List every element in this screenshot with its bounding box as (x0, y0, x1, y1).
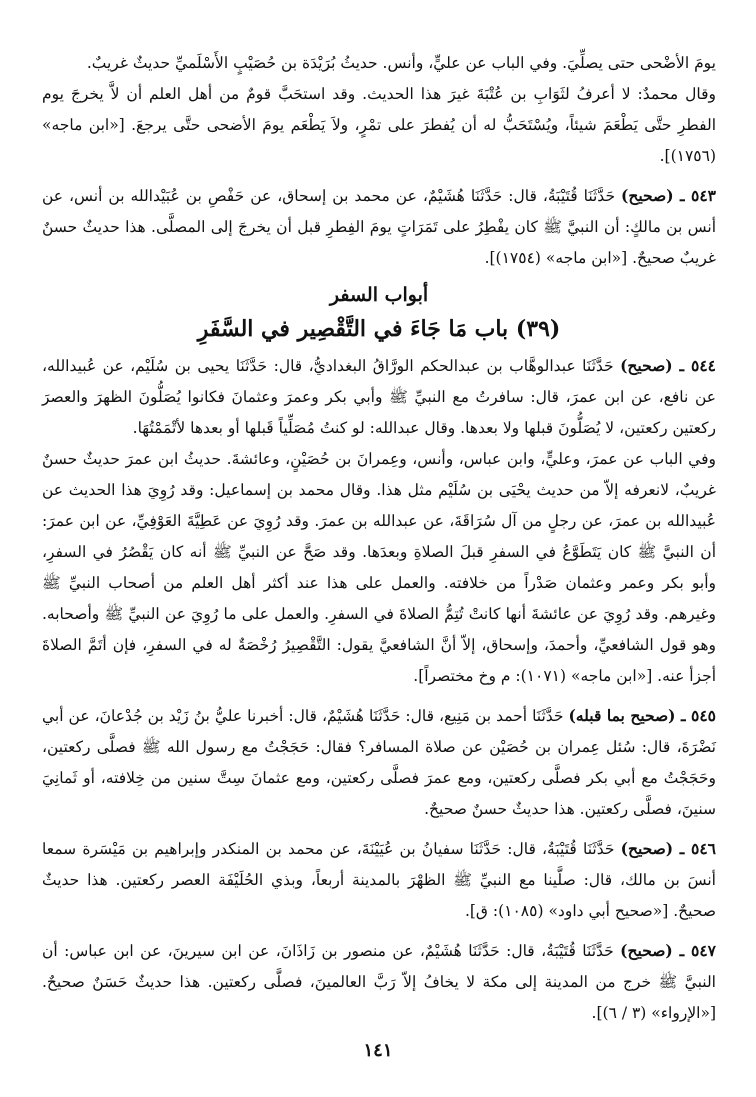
hadith-544-text: حَدَّثَنَا عبدالوهَّاب بن عبدالحكم الورَّاقُ البغداديُّ، قال: حَدَّثَنَا يحيى بن سُلَيْم، عن عُبيدالله، عن نافع، عن ابن عمرَ، قال: سافرتُ مع النبيِّ ﷺ وأبي بكر وعمرَ وعثمانَ فكانوا يُصَلُّونَ الظهرَ والعصرَ ركعتين ركعتين، لا يُصَلُّونَ قبلها ولا بعدها. وقال عبدالله: لو كنتُ مُصَلِّياً قَبلها أو بعدها لأتْمَمْتُهَا. (42, 357, 716, 437)
hadith-543 (42, 180, 716, 274)
hadith-547 (42, 935, 716, 1029)
hadith-546-text: حَدَّثَنَا قُتَيْبَةُ، قال: حَدَّثَنَا سفيانُ بن عُيَيْنَةَ، عن محمد بن المنكدر وإبراهيم بن مَيْسَرة سمعا أنسَ بن مالك، قال: صلَّينا مع النبيِّ ﷺ الظهْرَ بالمدينة أربعاً، وبذي الحُلَيْفَة العصر ركعتين. هذا حديثٌ صحيحٌ. [«صحيح أبي داود» (١٠٨٥): ق]. (42, 840, 716, 920)
hadith-545 (42, 700, 716, 825)
paragraph-continuation-2: وقال محمدٌ: لا أعرفُ لثَوَابِ بن عُتْبَةَ غيرَ هذا الحديث. وقد استحَبَّ قومٌ من أهل العلم أن لاَّ يخرجَ يوم الفطرِ حتَّى يَطْعَمَ شيئاً، ويُسْتَحَبُّ له أن يُفطرَ على تمْرٍ، ولاَ يَطْعَم يومَ الأضحى حتَّى يرجعَ. [«ابن ماجه» (١٧٥٦)]. (42, 85, 716, 165)
hadith-543-text: حَدَّثَنَا قُتَيْبَةُ، قال: حَدَّثَنَا هُشَيْمٌ، عن محمد بن إسحاق، عن حَفْصِ بن عُبَيْدالله بن أنس، عن أنس بن مالكٍ: أن النبيَّ ﷺ كان يفْطِرُ على تَمَرَاتٍ يومَ الفِطرِ قبل أن يخرجَ إلى المصلَّى. هذا حديثٌ حسنٌ غريبٌ صحيحٌ. [«ابن ماجه» (١٧٥٤)]. (42, 187, 716, 267)
paragraph-continuation-1: يومَ الأضْحى حتى يصلِّيَ. وفي الباب عن عليٍّ، وأنس. حديثُ بُرَيْدَة بن حُصَيْبٍ الأَسْلَميِّ حديثٌ غريبٌ. (86, 54, 716, 72)
hadith-543-grade: ٥٤٣ ـ (صحيح) (621, 186, 716, 205)
hadith-546-grade: ٥٤٦ ـ (صحيح) (620, 839, 716, 858)
hadith-544 (42, 350, 716, 444)
hadith-544-grade: ٥٤٤ ـ (صحيح) (620, 356, 716, 375)
section-title: أبواب السفر (329, 284, 429, 306)
hadith-546 (42, 833, 716, 927)
hadith-547-text: حَدَّثَنَا قُتَيْبَةُ، قال: حَدَّثَنَا هُشَيْمٌ، عن منصور بن زَاذَانَ، عن ابن سيرينَ، عن ابن عباس: أن النبيَّ ﷺ خرج من المدينة إلى مكة لا يخافُ إلاّ رَبَّ العالمينَ، فصلَّى ركعتين. هذا حديثٌ حَسَنٌ صحيحٌ. [«الإرواء» (٣ / ٦)]. (42, 942, 716, 1022)
chapter-title: (٣٩) باب مَا جَاءَ في التَّقْصِير في السَّفَرِ (197, 316, 561, 342)
hadith-547-grade: ٥٤٧ ـ (صحيح) (620, 941, 716, 960)
hadith-545-text: حَدَّثَنَا أحمد بن مَنِيع، قال: حَدَّثَنَا هُشَيْمٌ، قال: أخبرنا عليُّ بنُ زَيْد بن جُدْعانَ، عن أبي نَضْرَةَ، قال: سُئل عِمران بن حُصَيْن عن صلاة المسافر؟ فقال: حَجَجْتُ مع رسول الله ﷺ فصلَّى ركعتين، وحَجَجْتُ مع أبي بكر فصلَّى ركعتين، ومع عمرَ فصلَّى ركعتين، ومع عثمانَ سِتَّ سنين من خِلافته، أو ثَمانِيَ سنينَ، فصلَّى ركعتين. هذا حديثٌ حسنٌ صحيحٌ. (42, 707, 716, 818)
hadith-544-commentary: وفي الباب عن عمرَ، وعليٍّ، وابن عباس، وأنس، وعِمرانَ بن حُصَيْنٍ، وعائشةَ. حديثُ ابن عمرَ حديثٌ حسنٌ غريبٌ، لانعرفه إلاّ من حديث يحْيَى بن سُلَيْم مثل هذا. وقال محمد بن إسماعيل: وقد رُوِيَ هذا الحديث عن عُبيدالله بن عمرَ، عن رجلٍ من آل سُرَاقَةَ، عن عبدالله بن عمرَ. وقد رُوِيَ عن عَطِيَّةَ العَوْفِيِّ، عن ابن عمرَ: أن النبيَّ ﷺ كان يَتَطَوَّعُ في السفرِ قبلَ الصلاةِ وبعدَها. وقد صَحَّ عن النبيِّ ﷺ أنه كان يَقْصُرُ في السفرِ، وأبو بكر وعمر وعثمان صَدْراً من خلافته. والعمل على هذا عند أكثر أهل العلم من أصحاب النبيِّ ﷺ وغيرهم. وقد رُوِيَ عن عائشةَ أنها كانتْ تُتِمُّ الصلاةَ في السفرِ. والعمل على ما رُوِيَ عن النبيِّ ﷺ وأصحابه. وهو قول الشافعيِّ، وأحمدَ، وإسحاق، إلاّ أنَّ الشافعيَّ يقول: التَّقْصِيرُ رُخْصَةٌ له في السفرِ، فإن أتَمَّ الصلاةَ أجزأ عنه. [«ابن ماجه» (١٠٧١): م وخ مختصراً]. (42, 450, 716, 685)
page-number: ١٤١ (363, 1040, 393, 1061)
hadith-545-grade: ٥٤٥ ـ (صحيح بما قبله) (568, 706, 716, 725)
